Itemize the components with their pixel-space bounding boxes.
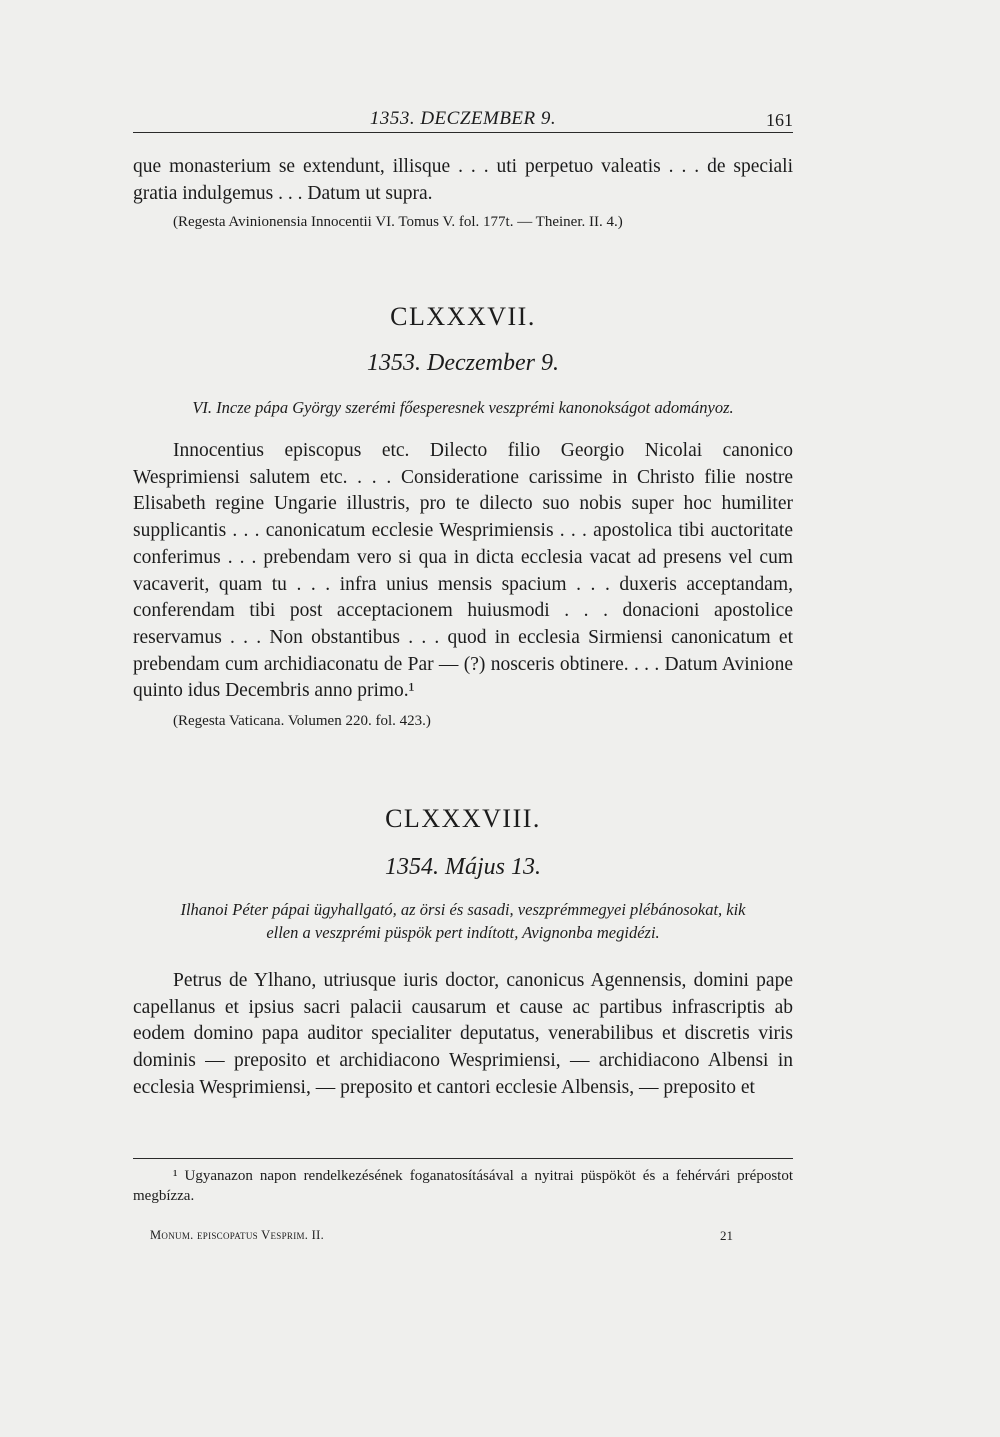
running-title: 1353. DECZEMBER 9. <box>369 108 557 129</box>
document-body: Innocentius episcopus etc. Dilecto filio Georgio Nicolai canonico Wesprimiensi salutem etc. . . . Consideratione carissime in Christo filie nostre Elisabeth regine Ungarie illustris, pro te dilecto suo nobis super hoc humiliter supplicantis . . . canonicatum ecclesie Wesprimiensis . . . apostolica tibi auctoritate conferimus . . . prebendam vero si qua in dicta ecclesia vacat ad presens vel cum vacaverit, quam tu . . . infra unius mensis spacium . . . duxeris acceptandam, conferendam tibi post acceptacionem huiusmodi . . . donacioni apostolice reservamus . . . Non obstantibus . . . quod in ecclesia Sirmiensi canonicatum et prebendam cum archidiaconatu de Par — (?) nosceris obtinere. . . . Datum Avinione quinto idus Decembris anno primo.¹ <box>133 440 793 702</box>
document-date: 1354. Május 13. <box>385 854 541 880</box>
document-source: (Regesta Vaticana. Volumen 220. fol. 423.) <box>173 713 431 730</box>
signature-mark: Monum. episcopatus Vesprim. II. <box>150 1228 324 1242</box>
signature-number: 21 <box>720 1228 733 1243</box>
continuation-source: (Regesta Avinionensia Innocentii VI. Tomus V. fol. 177t. — Theiner. II. 4.) <box>173 214 623 231</box>
document-date: 1353. Deczember 9. <box>367 350 559 376</box>
document-number: CLXXXVIII. <box>385 804 541 833</box>
page-number: 161 <box>766 110 793 130</box>
document-number: CLXXXVII. <box>390 302 536 331</box>
continuation-text: que monasterium se extendunt, illisque . . . uti perpetuo valeatis . . . de speciali gratia indulgemus . . . Datum ut supra. <box>133 156 793 204</box>
document-body-block <box>133 438 793 731</box>
document-summary: Ilhanoi Péter pápai ügyhallgató, az örsi és sasadi, veszprémmegyei plébánosokat, kik ellen a veszprémi püspök pert indított, Avignonba megidézi. <box>180 900 746 942</box>
footnote-divider <box>133 1158 793 1159</box>
document-body-block <box>133 968 793 1102</box>
document-body: Petrus de Ylhano, utriusque iuris doctor, canonicus Agennensis, domini pape capellanus et ipsius sacri palacii causarum et cause ac partibus infrascriptis ab eodem domino papa auditor specialiter deputatus, venerabilibus et discretis viris dominis — preposito et archidiacono Wesprimiensi, — archidiacono Albensi in ecclesia Wesprimiensi, — preposito et cantori ecclesie Albensis, — preposito et <box>133 970 793 1098</box>
footnote: ¹ Ugyanazon napon rendelkezésének foganatosításával a nyitrai püspököt és a fehérvári prépostot megbízza. <box>133 1168 793 1204</box>
continuation-block <box>133 154 793 232</box>
running-header <box>133 108 793 133</box>
document-summary: VI. Incze pápa György szerémi főesperesnek veszprémi kanonokságot adományoz. <box>192 398 734 417</box>
